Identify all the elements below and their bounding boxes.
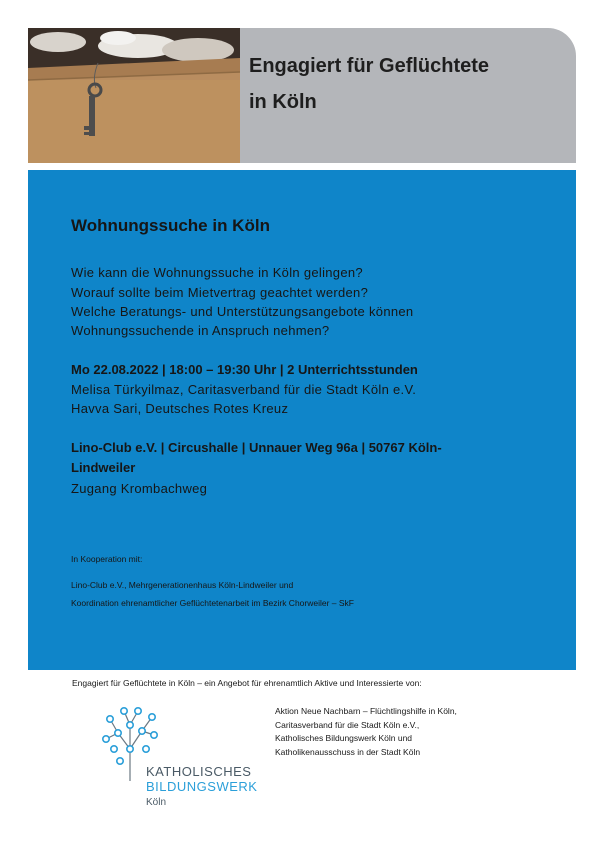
event-heading: Wohnungssuche in Köln [71,216,270,235]
logo-text-line-2: BILDUNGSWERK [146,779,258,794]
speaker-line: Melisa Türkyilmaz, Caritasverband für die Stadt Köln e.V. [71,382,417,397]
partner-line: Katholikenausschuss in der Stadt Köln [275,746,421,757]
access-note: Zugang Krombachweg [71,481,208,496]
partner-line: Katholisches Bildungswerk Köln und [275,733,413,743]
title-line-1: Engagiert für Geflüchtete [249,55,490,77]
logo-text-line-3: Köln [146,797,167,808]
location-line: Lindweiler [71,460,136,475]
bildungswerk-logo [100,703,280,813]
event-panel [28,170,576,670]
partner-line: Aktion Neue Nachbarn – Flüchtlingshilfe in Köln, [275,706,457,716]
cooperation-line: Koordination ehrenamtlicher Geflüchtetenarbeit im Bezirk Chorweiler – SkF [71,598,354,608]
header-photo [28,28,240,163]
cooperation-line: Lino-Club e.V., Mehrgenerationenhaus Köln-Lindweiler und [71,580,294,590]
title-line-2: in Köln [249,91,317,113]
partner-list [275,705,457,759]
question-line: Welche Beratungs- und Unterstützungsangebote können [71,304,414,319]
cooperation-label: In Kooperation mit: [71,554,143,564]
partner-line: Caritasverband für die Stadt Köln e.V., [275,719,420,730]
question-line: Worauf sollte beim Mietvertrag geachtet werden? [71,285,369,300]
speaker-line: Havva Sari, Deutsches Rotes Kreuz [71,401,289,416]
box-with-key-image [28,28,240,163]
location-line: Lino-Club e.V. | Circushalle | Unnauer Weg 96a | 50767 Köln- [71,440,442,455]
question-line: Wohnungssuchende in Anspruch nehmen? [71,323,330,338]
header-title-panel [240,28,576,163]
logo-text-line-1: KATHOLISCHES [146,764,252,779]
question-line: Wie kann die Wohnungssuche in Köln gelingen? [71,265,363,280]
offer-line: Engagiert für Geflüchtete in Köln – ein Angebot für ehrenamtlich Aktive und Interessierte von: [72,678,422,688]
event-datetime: Mo 22.08.2022 | 18:00 – 19:30 Uhr | 2 Unterrichtsstunden [71,362,418,377]
